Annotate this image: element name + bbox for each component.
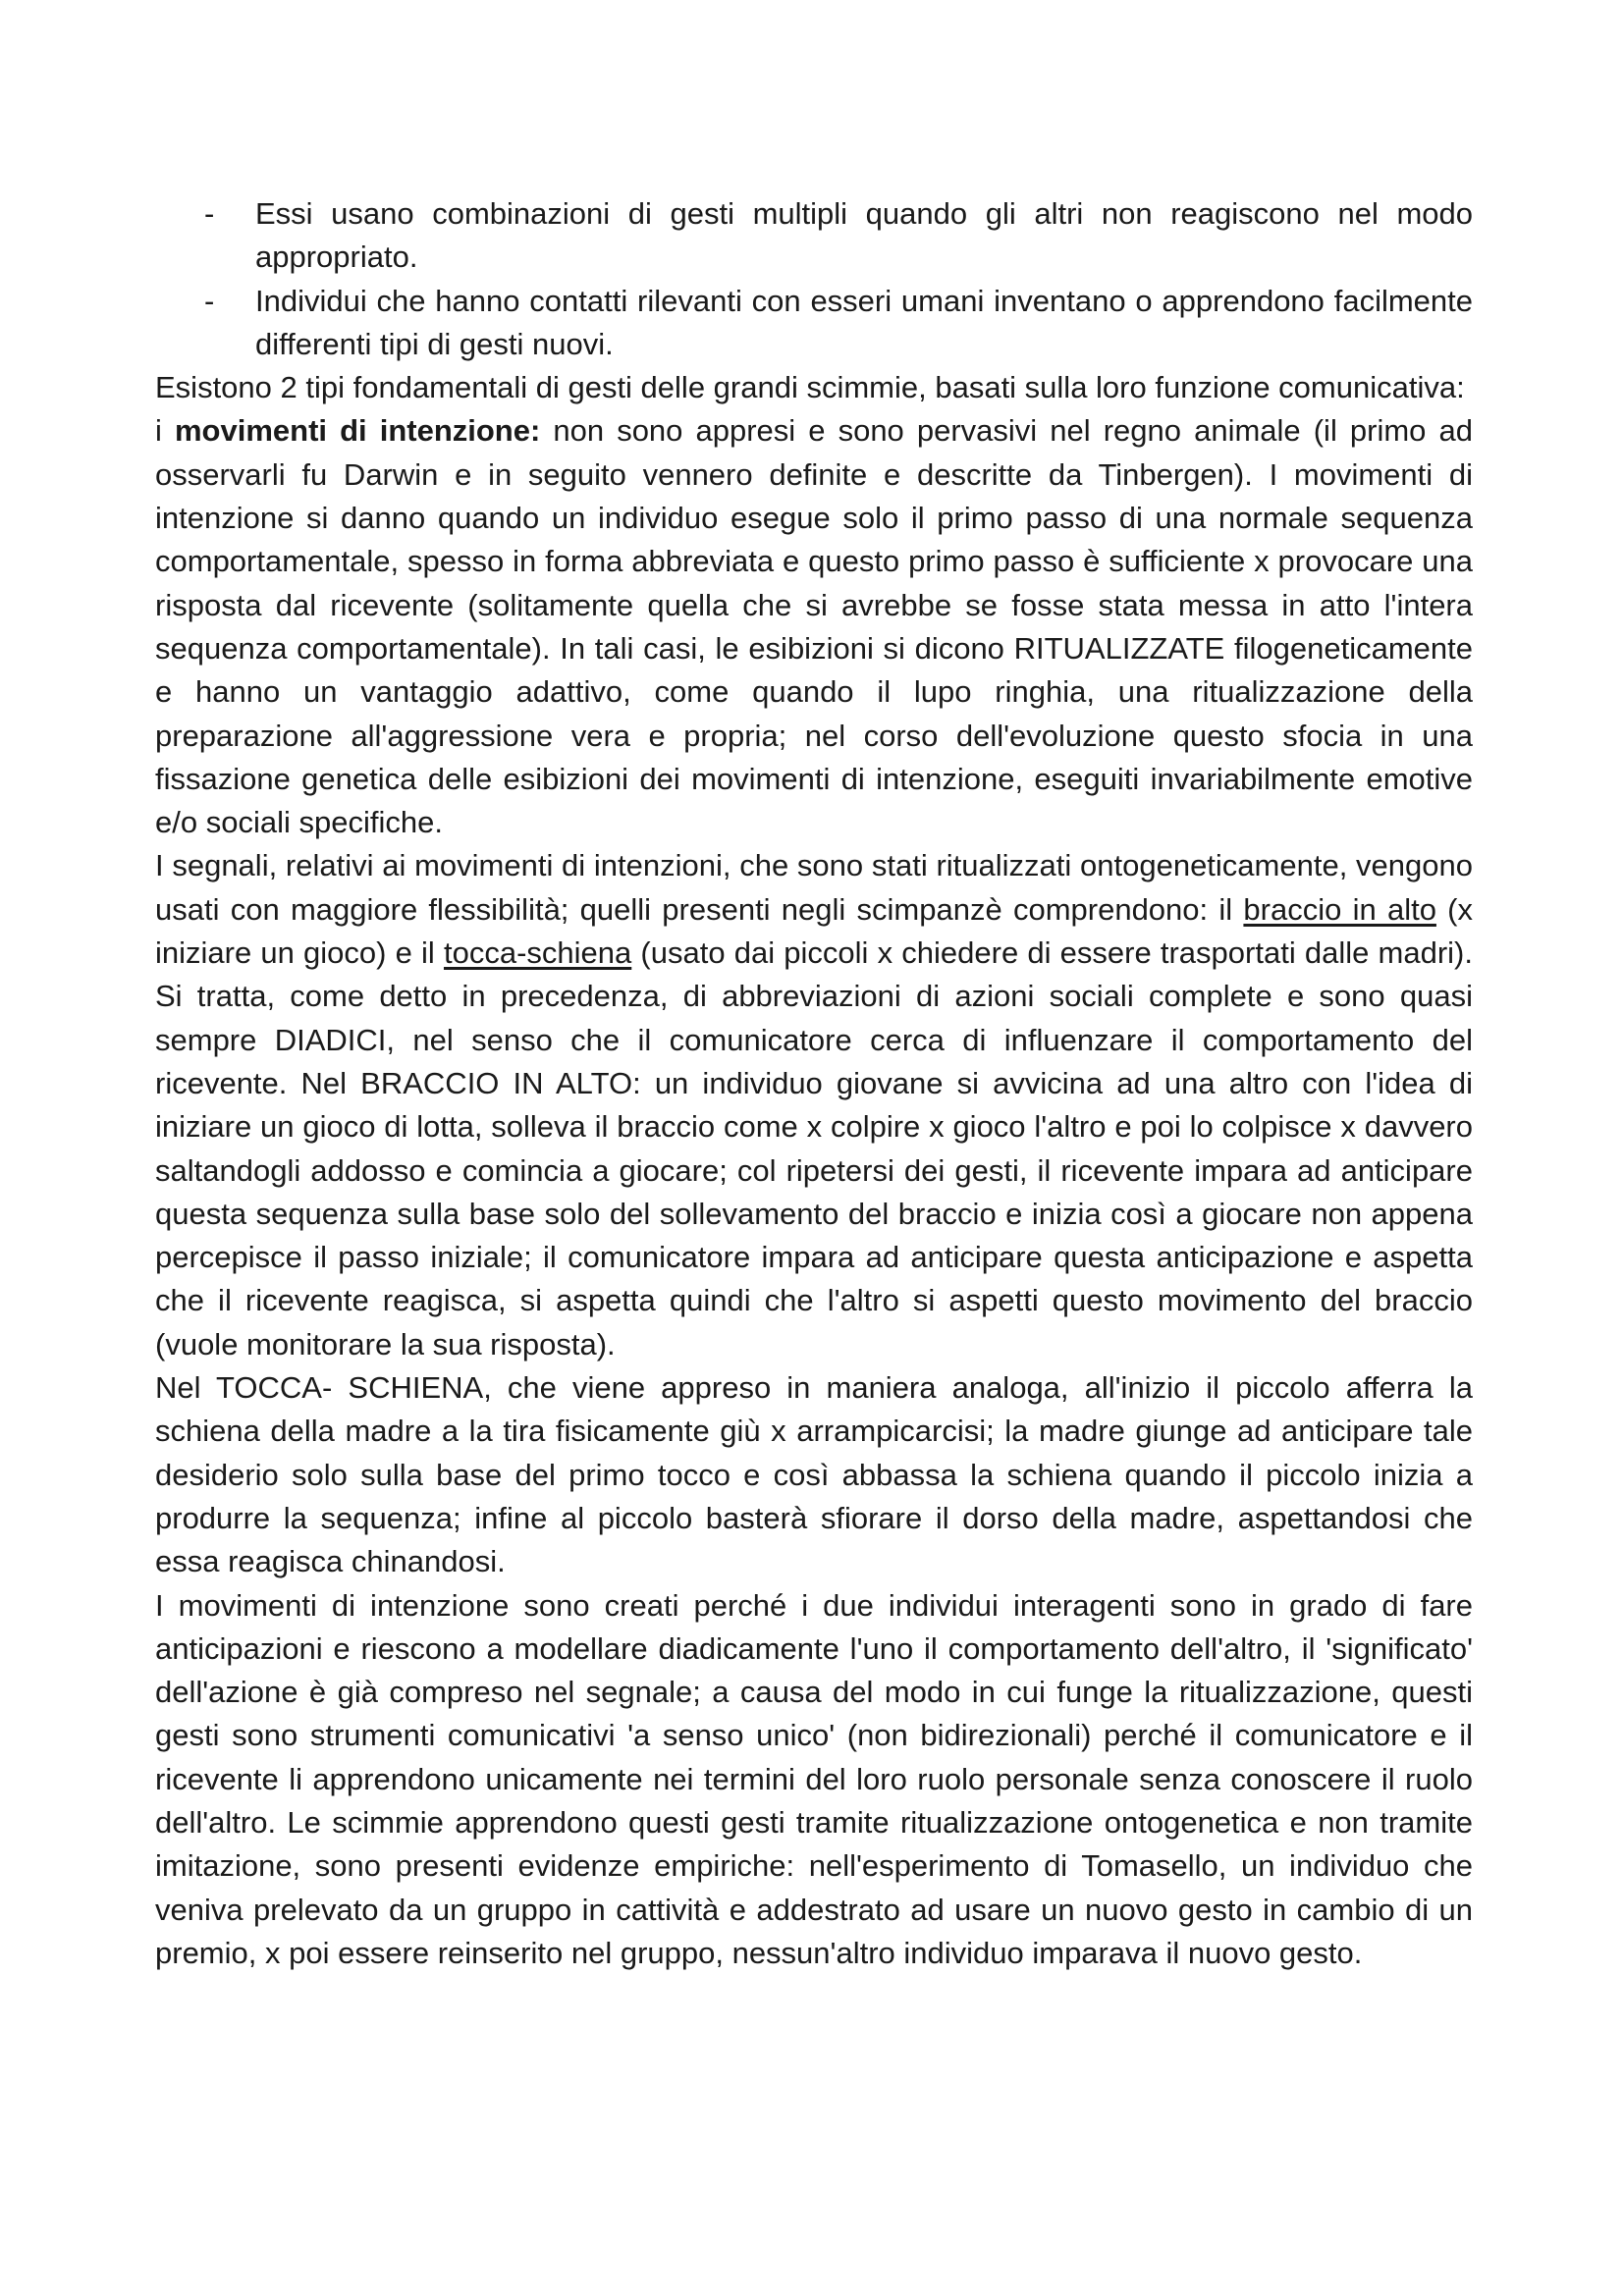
paragraph-text: (usato dai piccoli x chiedere di essere trasportati dalle madri). Si tratta, come detto in precedenza, di abbreviazioni di azioni sociali complete e sono quasi sempre DIADICI, nel senso che il comunicatore cerca di influenzare il comportamento del ricevente. Nel BRACCIO IN ALTO: un individuo giovane si avvicina ad una altro con l'idea di iniziare un gioco di lotta, solleva il braccio come x colpire x gioco l'altro e poi lo colpisce x davvero saltandogli addosso e comincia a giocare; col ripetersi dei gesti, il ricevente impara ad anticipare questa sequenza sulla base solo del sollevamento del braccio e inizia così a giocare non appena percepisce il passo iniziale; il comunicatore impara ad anticipare questa anticipazione e aspetta che il ricevente reagisca, si aspetta quindi che l'altro si aspetti questo movimento del braccio (vuole monitorare la sua risposta).	[155, 935, 1473, 1362]
bullet-text: Essi usano combinazioni di gesti multipli quando gli altri non reagiscono nel modo appropriato.	[255, 196, 1473, 275]
paragraph-gesture-types: Esistono 2 tipi fondamentali di gesti delle grandi scimmie, basati sulla loro funzione comunicativa:	[155, 370, 1465, 405]
paragraph-tocca-schiena: Nel TOCCA- SCHIENA, che viene appreso in maniera analoga, all'inizio il piccolo afferra la schiena della madre a la tira fisicamente giù x arrampicarcisi; la madre giunge ad anticipare tale desiderio solo sulla base del primo tocco e così abbassa la schiena quando il piccolo inizia a produrre la sequenza; infine al piccolo basterà sfiorare il dorso della madre, aspettandosi che essa reagisca chinandosi.	[155, 1370, 1473, 1579]
bullet-marker: -	[204, 196, 215, 231]
underlined-term-braccio: braccio in alto	[1243, 891, 1436, 927]
document-body	[155, 192, 1473, 1975]
paragraph-text: I segnali, relativi ai movimenti di intenzioni, che sono stati ritualizzati ontogeneticamente, vengono usati con maggiore flessibilità; quelli presenti negli scimpanzè comprendono: il	[155, 848, 1473, 927]
paragraph-ritualized-signals	[155, 844, 1473, 1366]
paragraph-lead: i	[155, 413, 175, 449]
paragraph-conclusion: I movimenti di intenzione sono creati perché i due individui interagenti sono in grado di fare anticipazioni e riescono a modellare diadicamente l'uno il comportamento dell'altro, il 'significato' dell'azione è già compreso nel segnale; a causa del modo in cui funge la ritualizzazione, questi gesti sono strumenti comunicativi 'a senso unico' (non bidirezionali) perché il comunicatore e il ricevente li apprendono unicamente nei termini del loro ruolo personale senza conoscere il ruolo dell'altro. Le scimmie apprendono questi gesti tramite ritualizzazione ontogenetica e non tramite imitazione, sono presenti evidenze empiriche: nell'esperimento di Tomasello, un individuo che veniva prelevato da un gruppo in cattività e addestrato ad usare un nuovo gesto in cambio di un premio, x poi essere reinserito nel gruppo, nessun'altro individuo imparava il nuovo gesto.	[155, 1587, 1473, 1970]
paragraph-text: (x iniziare un gioco) e il	[155, 891, 1474, 971]
paragraph-text: non sono appresi e sono pervasivi nel regno animale (il primo ad osservarli fu Darwin e in seguito vennero definite e descritte da Tinbergen). I movimenti di intenzione si danno quando un individuo esegue solo il primo passo di una normale sequenza comportamentale, spesso in forma abbreviata e questo primo passo è sufficiente x provocare una risposta dal ricevente (solitamente quella che si avrebbe se fosse stata messa in atto l'intera sequenza comportamentale). In tali casi, le esibizioni si dicono RITUALIZZATE filogeneticamente e hanno un vantaggio adattivo, come quando il lupo ringhia, una ritualizzazione della preparazione all'aggressione vera e propria; nel corso dell'evoluzione questo sfocia in una fissazione genetica delle esibizioni dei movimenti di intenzione, eseguiti invariabilmente emotive e/o sociali specifiche.	[155, 413, 1473, 840]
bold-term: movimenti di intenzione:	[174, 413, 541, 449]
bullet-text: Individui che hanno contatti rilevanti con esseri umani inventano o apprendono facilmente differenti tipi di gesti nuovi.	[255, 283, 1473, 361]
bullet-marker: -	[204, 283, 215, 318]
paragraph-intention-movements	[155, 409, 1473, 844]
underlined-term-tocca: tocca-schiena	[443, 935, 632, 971]
bullet-item	[155, 192, 1473, 280]
bullet-item	[155, 280, 1473, 367]
